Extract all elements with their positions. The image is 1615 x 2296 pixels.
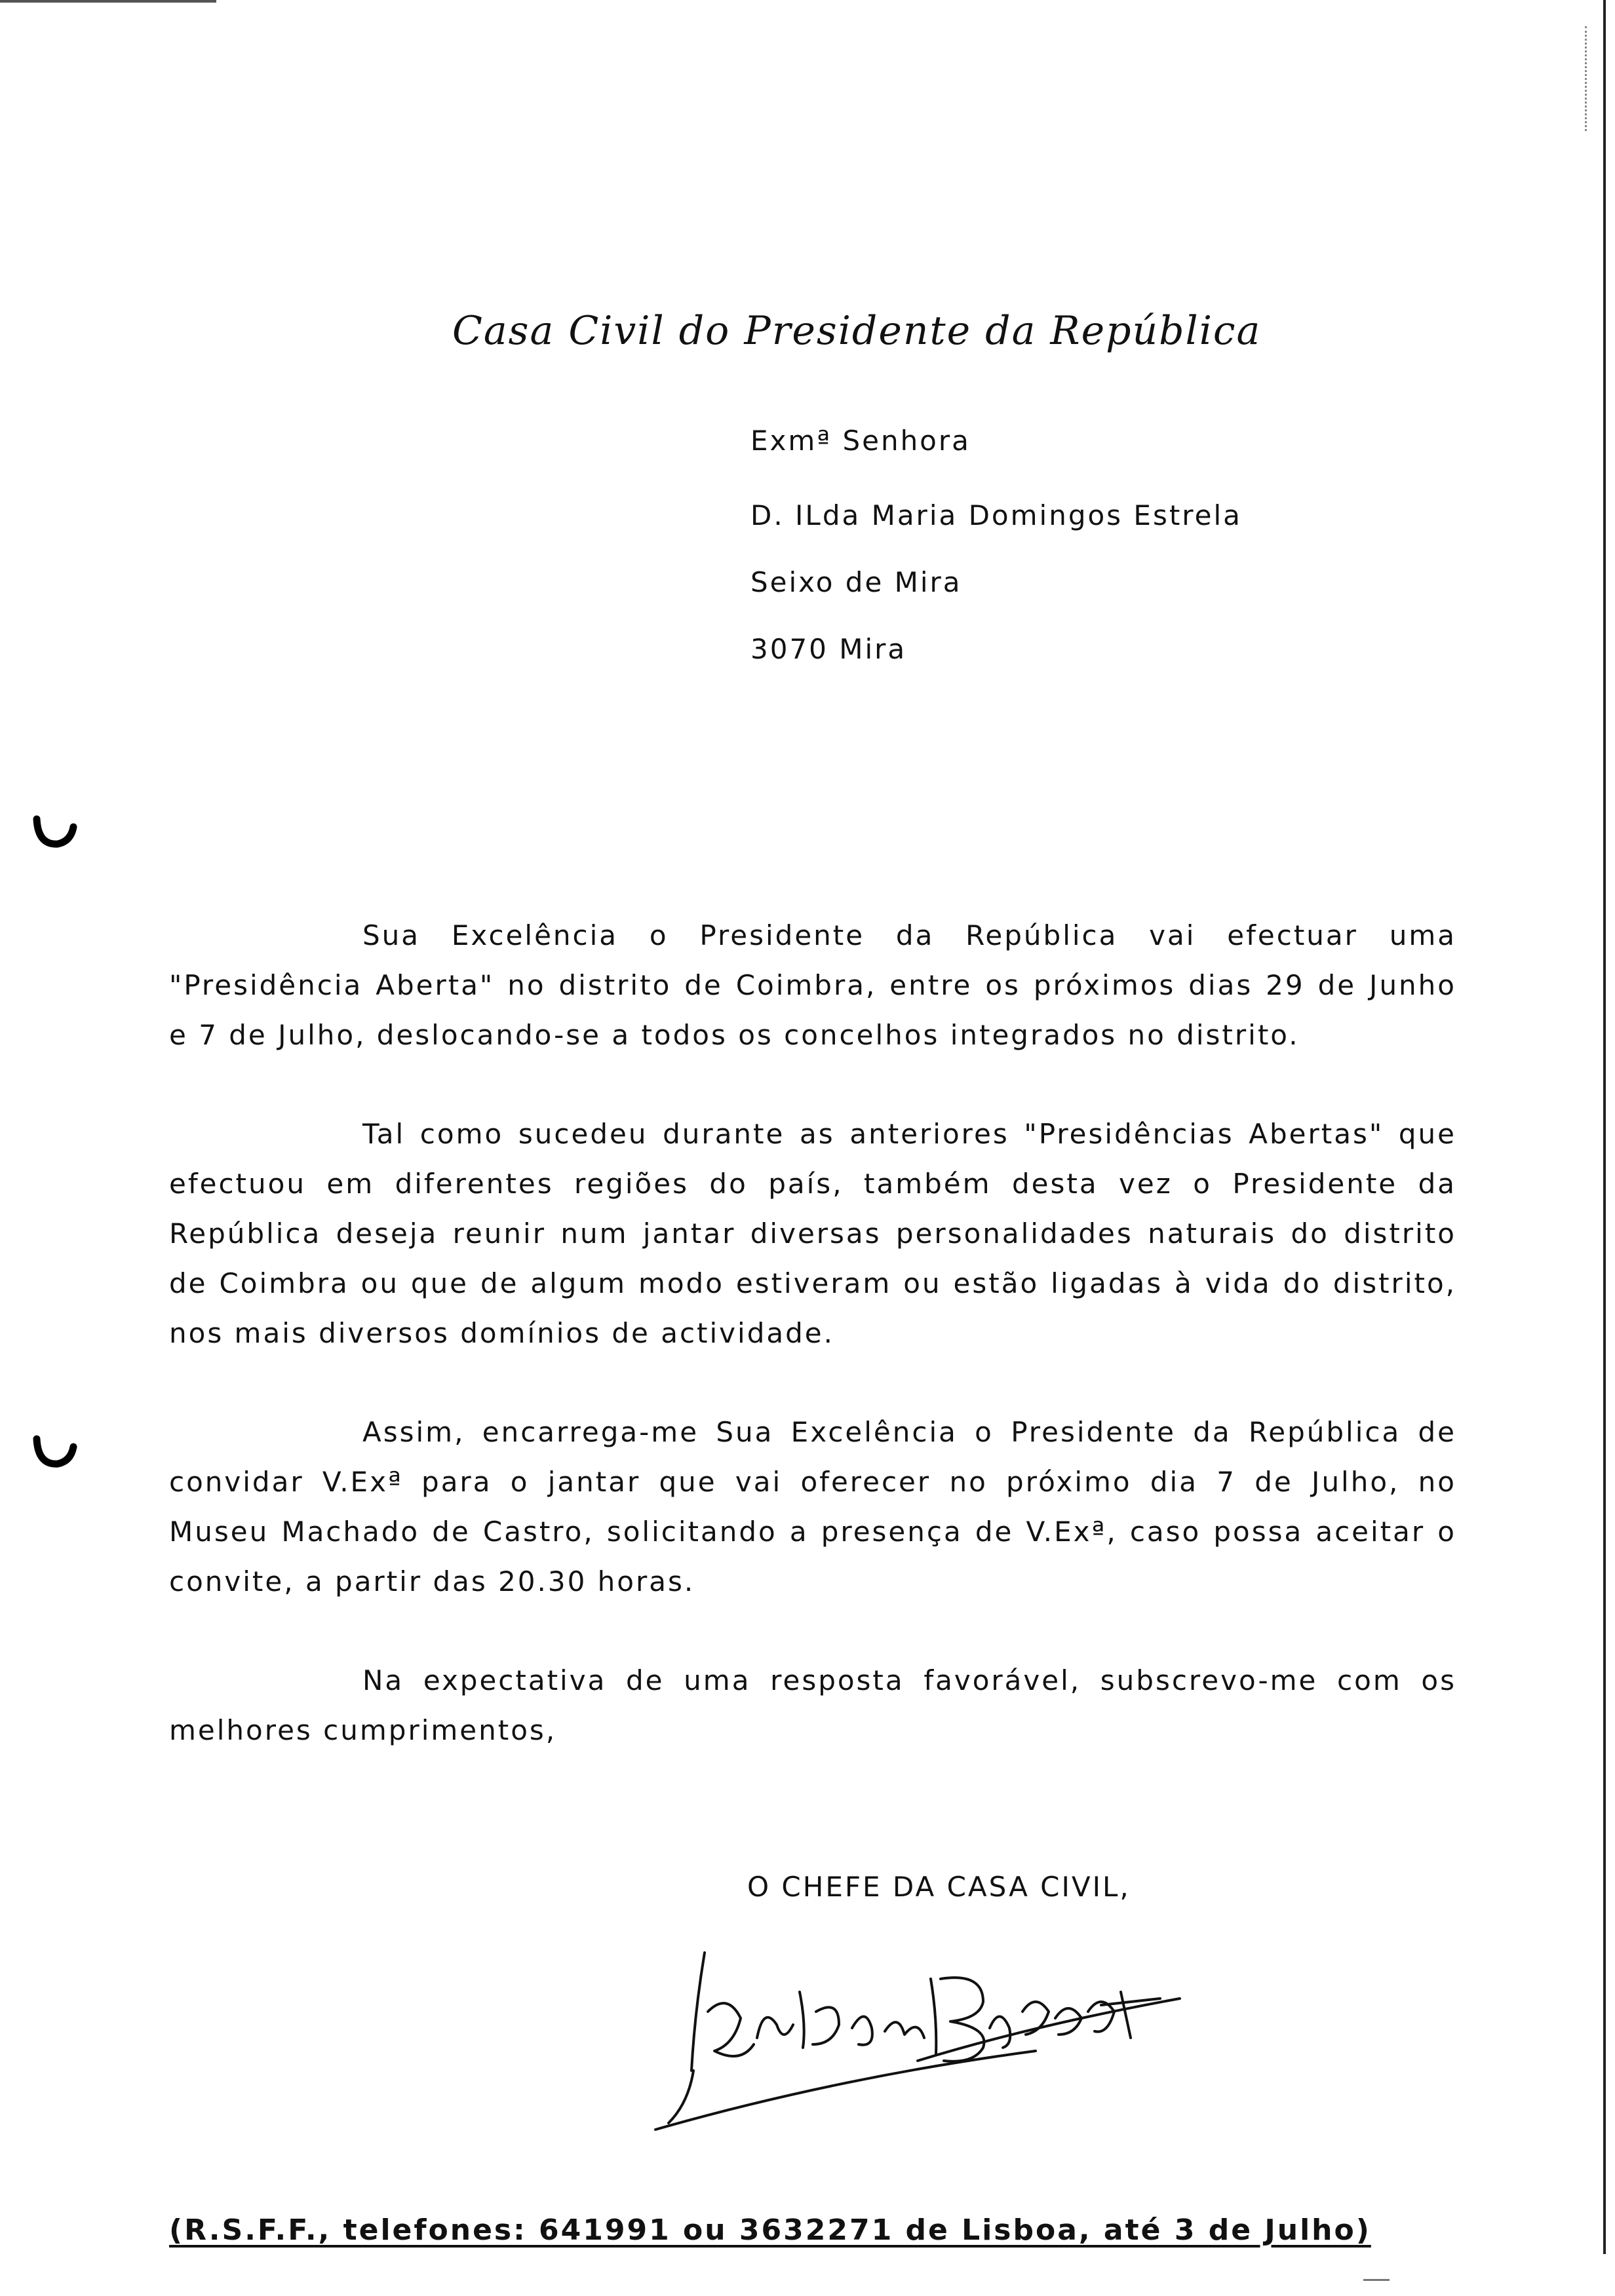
scan-mark xyxy=(1363,2279,1390,2281)
letterhead-text: Casa Civil do Presidente da República xyxy=(452,308,1262,354)
paragraph: Na expectativa de uma resposta favorável, subscrevo-me com os melhores cumprimentos, xyxy=(169,1664,1456,1746)
signature xyxy=(642,1913,1206,2136)
recipient-salutation: Exmª Senhora xyxy=(750,425,971,457)
scan-edge-right xyxy=(1603,0,1606,2254)
paragraph: Assim, encarrega-me Sua Excelência o Presidente da República de convidar V.Exª para o jantar que vai oferecer no próximo dia 7 de Julho, no Museu Machado de Castro, solicitando a presença de V.Exª, caso possa aceitar o convite, a partir das 20.30 horas. xyxy=(169,1416,1456,1598)
scan-edge-top xyxy=(0,0,216,3)
punch-hole-icon xyxy=(31,1427,77,1473)
punch-hole-icon xyxy=(31,807,77,853)
footer-rsvp: (R.S.F.F., telefones: 641991 ou 3632271 de Lisboa, até 3 de Julho) xyxy=(169,2213,1371,2247)
recipient-locality: Seixo de Mira xyxy=(750,566,962,598)
scan-dots xyxy=(1585,26,1589,131)
closing-title: O CHEFE DA CASA CIVIL, xyxy=(747,1871,1131,1903)
paragraph: Sua Excelência o Presidente da República vai efectuar uma "Presidência Aberta" no distrito de Coimbra, entre os próximos dias 29 de Junho e 7 de Julho, deslocando-se a todos os concelhos integrados no distrito. xyxy=(169,919,1456,1051)
paragraph: Tal como sucedeu durante as anteriores "Presidências Abertas" que efectuou em diferentes regiões do país, também desta vez o Presidente da República deseja reunir num jantar diversas personalidades naturais do distrito de Coimbra ou que de algum modo estiveram ou estão ligadas à vida do distrito, nos mais diversos domínios de actividade. xyxy=(169,1118,1456,1349)
recipient-name: D. ILda Maria Domingos Estrela xyxy=(750,499,1242,531)
letterhead xyxy=(452,301,1262,360)
recipient-postal: 3070 Mira xyxy=(750,633,907,665)
letter-body xyxy=(169,911,1456,1805)
